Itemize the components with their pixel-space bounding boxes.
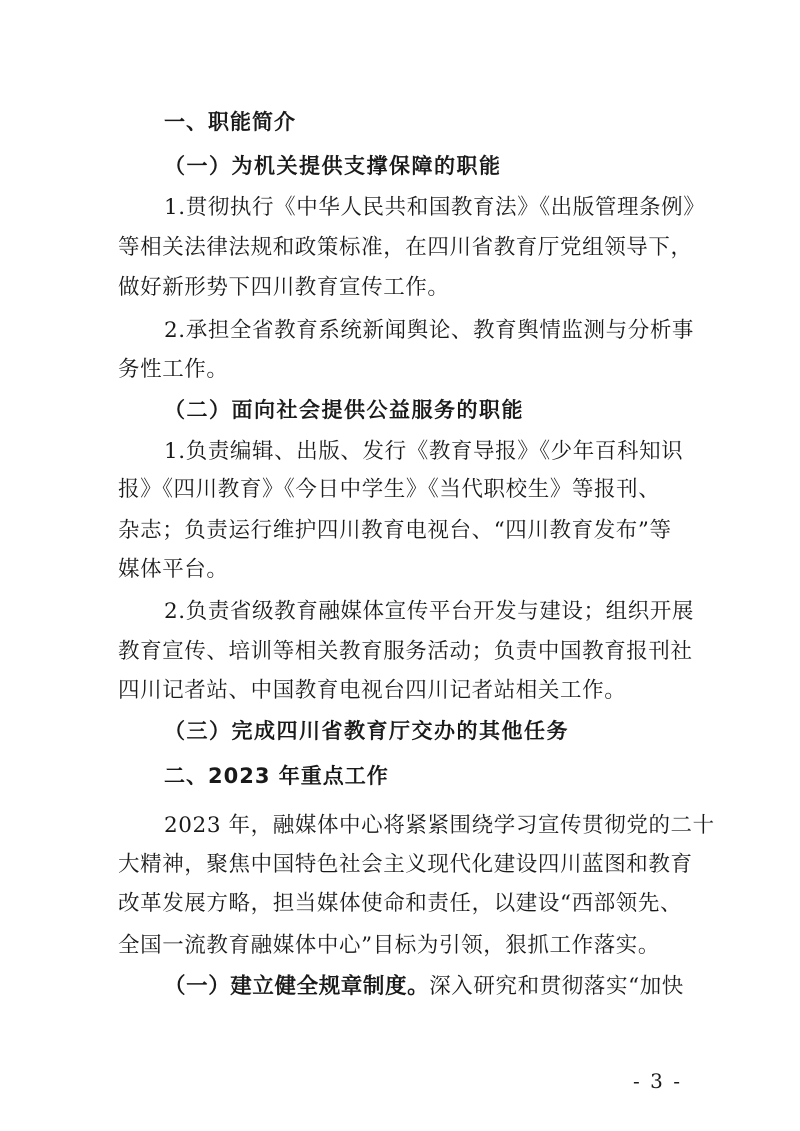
page-number: - 3 -	[633, 1069, 682, 1093]
paragraph-line: 2023 年，融媒体中心将紧紧围绕学习宣传贯彻党的二十	[164, 813, 715, 838]
subheading-public-service-functions: （二）面向社会提供公益服务的职能	[164, 397, 524, 422]
subheading-support-functions: （一）为机关提供支撑保障的职能	[164, 153, 502, 178]
paragraph-line: 杂志；负责运行维护四川教育电视台、“四川教育发布”等	[118, 518, 672, 543]
paragraph-line: 2.承担全省教育系统新闻舆论、教育舆情监测与分析事	[164, 318, 695, 343]
item1-bold-lead: （一）建立健全规章制度。	[164, 974, 430, 999]
paragraph-line: 做好新形势下四川教育宣传工作。	[118, 275, 450, 300]
paragraph-line: 改革发展方略，担当媒体使命和责任，以建设“西部领先、	[118, 891, 683, 916]
section-heading-functions: 一、职能简介	[164, 110, 296, 134]
paragraph-line: 务性工作。	[118, 357, 229, 382]
paragraph-line: 1.负责编辑、出版、发行《教育导报》《少年百科知识	[164, 439, 684, 464]
paragraph-line: 2.负责省级教育融媒体宣传平台开发与建设；组织开展	[164, 599, 695, 624]
paragraph-line: 媒体平台。	[118, 557, 229, 582]
paragraph-line: 全国一流教育融媒体中心”目标为引领，狠抓工作落实。	[118, 933, 660, 958]
paragraph-line: 报》《四川教育》《今日中学生》《当代职校生》等报刊、	[118, 477, 661, 502]
paragraph-line: 四川记者站、中国教育电视台四川记者站相关工作。	[118, 678, 627, 703]
subheading-other-tasks: （三）完成四川省教育厅交办的其他任务	[164, 718, 569, 743]
item1-text: 深入研究和贯彻落实“加快	[429, 974, 684, 999]
paragraph-line: 大精神，聚焦中国特色社会主义现代化建设四川蓝图和教育	[118, 852, 693, 877]
paragraph-line: 教育宣传、培训等相关教育服务活动；负责中国教育报刊社	[118, 639, 693, 664]
paragraph-line-item1	[164, 969, 684, 1000]
section-heading-key-work-2023: 二、2023 年重点工作	[164, 764, 389, 788]
paragraph-line: 等相关法律法规和政策标准，在四川省教育厅党组领导下，	[118, 235, 693, 260]
paragraph-line: 1.贯彻执行《中华人民共和国教育法》《出版管理条例》	[164, 195, 706, 220]
